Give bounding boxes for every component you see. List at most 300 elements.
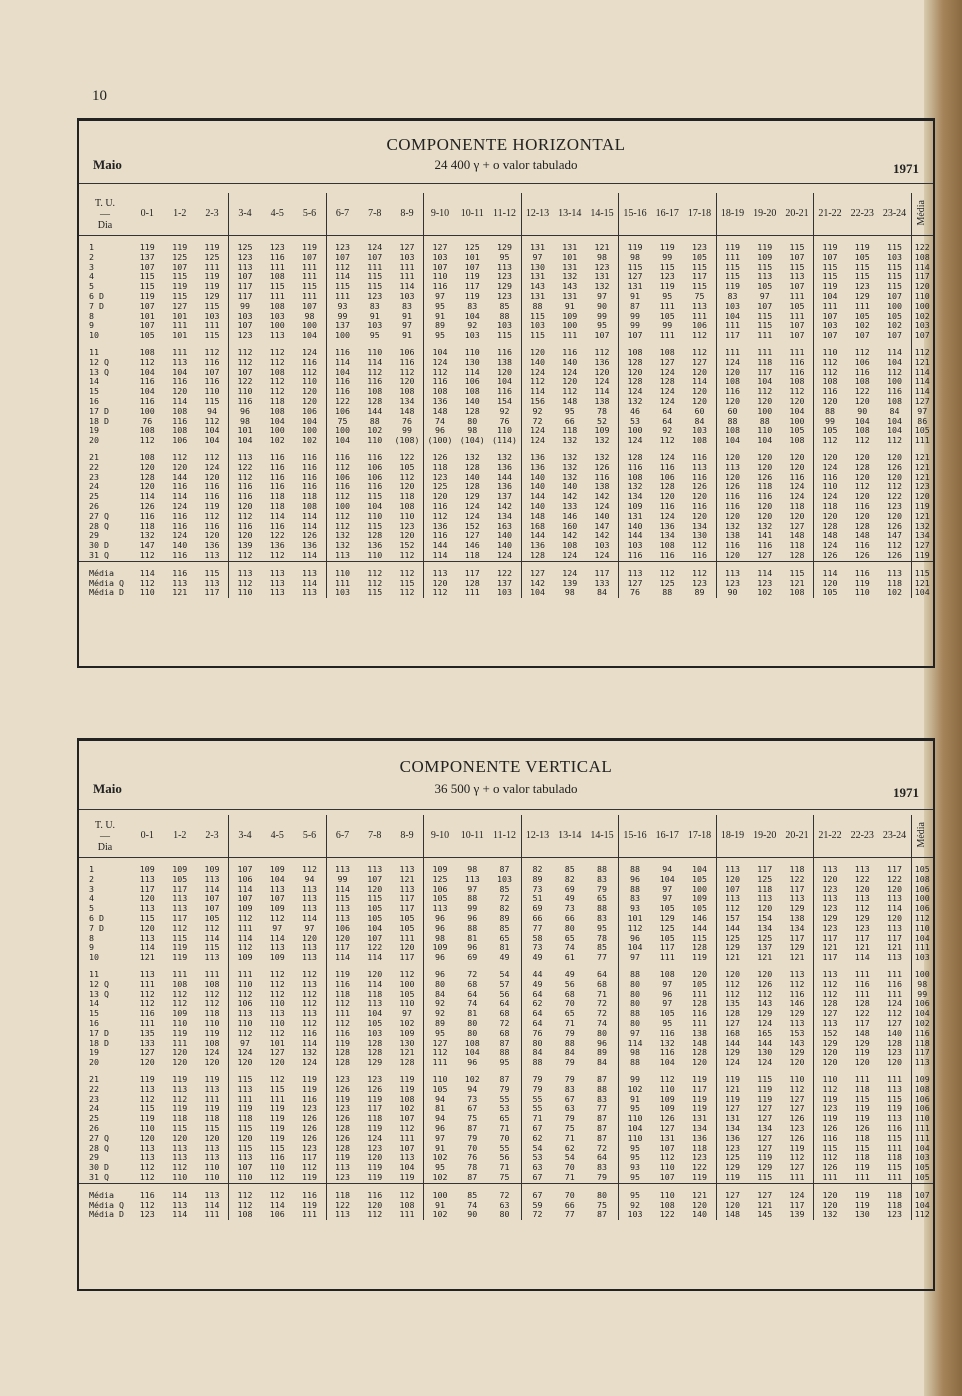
value-cell: 105 [659,932,675,943]
hour-header: 16-17 [651,815,684,858]
value-cell: 103 [627,1209,643,1220]
value-cell: 96 [435,1122,445,1133]
value-cell: 127 [757,1132,773,1143]
value-cell: 108 [196,1039,229,1049]
value-cell: 113 [237,261,253,272]
value-cell: 100 [391,980,424,990]
value-cell: 88 [662,587,673,598]
value-cell: 111 [757,346,773,357]
value-cell: 127 [627,271,643,282]
value-cell: 126 [684,482,717,492]
value-cell: 136 [530,540,545,551]
value-cell: 118 [781,502,814,512]
value-cell: 80 [435,978,445,989]
value-cell: 116 [172,567,188,578]
row-label: Média [89,1189,114,1200]
value-cell: 104 [464,310,480,321]
value-cell: 116 [172,520,188,531]
daily-mean-cell: 117 [914,1047,930,1058]
value-cell: 108 [464,1037,480,1048]
value-cell: 112 [196,999,229,1009]
value-cell: 116 [659,461,675,472]
value-cell: 144 [530,491,545,502]
value-cell: 74 [467,998,478,1009]
table-subtitle: 36 500 γ + o valor tabulado [434,781,578,796]
value-cell: 110 [464,346,480,357]
value-cell: 91 [630,1093,640,1104]
value-cell: 131 [725,1113,740,1124]
daily-mean-cell: 121 [914,356,930,367]
value-cell: 119 [725,242,740,252]
value-cell: 95 [630,1171,640,1182]
value-cell: 112 [139,577,155,588]
value-cell: 69 [532,903,543,914]
value-cell: 114 [432,549,448,560]
value-cell: 131 [530,242,545,252]
value-cell: 95 [630,1142,640,1153]
value-cell: 116 [335,1027,350,1038]
row-label: 14 [89,376,99,387]
value-cell: 115 [879,272,912,282]
value-cell: 111 [335,577,350,588]
value-cell: 107 [627,330,643,341]
value-cell: 123 [684,579,717,589]
value-cell: 98 [435,932,445,943]
value-cell: 110 [237,978,253,989]
value-cell: 117 [294,1153,327,1163]
value-cell: 117 [781,934,814,944]
value-cell: 118 [391,492,424,502]
value-cell: 119 [335,1037,350,1048]
value-cell: 105 [391,990,424,1000]
value-cell: 54 [564,1152,575,1163]
value-cell: 83 [586,1163,619,1173]
value-cell: 112 [269,356,285,367]
value-cell: 113 [139,1142,155,1153]
value-cell: 112 [269,549,285,560]
value-cell: 100 [294,426,327,436]
row-label: 8 [89,932,94,943]
row-label: 13 Q [89,988,109,999]
value-cell: 116 [139,510,155,521]
value-cell: 126 [757,978,773,989]
value-cell: 117 [196,588,229,598]
value-cell: 119 [854,577,870,588]
value-cell: 120 [879,512,912,522]
value-cell: 115 [294,282,327,292]
daily-mean-cell: 103 [914,320,930,331]
value-cell: 88 [630,1008,640,1019]
value-cell: 142 [562,491,578,502]
value-cell: 71 [489,1163,522,1173]
value-cell: 160 [562,520,578,531]
value-cell: 113 [725,461,740,472]
value-cell: 74 [564,942,575,953]
value-cell: 116 [139,395,155,406]
value-cell: 120 [822,395,838,406]
value-cell: 113 [196,551,229,561]
value-cell: 105 [432,1083,448,1094]
value-cell: 115 [269,281,285,292]
value-cell: 112 [822,978,838,989]
value-cell: 118 [879,1153,912,1163]
value-cell: 127 [781,522,814,532]
value-cell: 107 [822,251,838,262]
value-cell: 133 [586,579,619,589]
value-cell: 131 [530,271,545,282]
table-title: COMPONENTE VERTICAL [399,757,613,776]
value-cell: 109 [432,864,448,874]
value-cell: 118 [879,1191,912,1201]
value-cell: 104 [391,1163,424,1173]
value-cell: 119 [725,1093,740,1104]
hour-header: 12-13 [521,815,554,858]
value-cell: 125 [432,873,448,884]
value-cell: 116 [725,540,740,551]
value-cell: 120 [391,943,424,953]
value-cell: 144 [684,924,717,934]
value-cell: 115 [854,1093,870,1104]
value-cell: 116 [269,451,285,462]
value-cell: 51 [532,893,543,904]
value-cell: 116 [879,1124,912,1134]
value-cell: 126 [294,1124,327,1134]
value-cell: 95 [435,1162,445,1173]
value-cell: 112 [659,1152,675,1163]
value-cell: 104 [781,407,814,417]
value-cell: 100 [335,500,350,511]
value-cell: 119 [854,1162,870,1173]
value-cell: 132 [562,461,578,472]
value-cell: 120 [822,1057,838,1068]
value-cell: 124 [432,356,448,367]
value-cell: 96 [435,922,445,933]
value-cell: 112 [269,346,285,357]
value-cell: 120 [725,968,740,979]
value-cell: 112 [530,376,545,387]
value-cell: 120 [586,368,619,378]
value-cell: 116 [367,376,383,387]
value-cell: 113 [139,1083,155,1094]
value-cell: 104 [725,435,740,446]
value-cell: 122 [269,530,285,541]
value-cell: 87 [630,300,640,311]
value-cell: 124 [879,999,912,1009]
value-cell: 140 [627,520,643,531]
daily-mean-cell: 108 [914,873,930,884]
value-cell: 114 [237,883,253,894]
value-cell: 112 [172,1093,188,1104]
row-label: 11 [89,968,99,979]
value-cell: 112 [391,970,424,980]
value-cell: 58 [532,932,543,943]
value-cell: 113 [725,567,740,578]
row-label: 14 [89,998,99,1009]
value-cell: 116 [684,1009,717,1019]
value-cell: 116 [335,451,350,462]
value-cell: 126 [781,1114,814,1124]
value-cell: 73 [564,903,575,914]
value-cell: 97 [532,251,543,262]
value-cell: 120 [269,1057,285,1068]
value-cell: 107 [781,282,814,292]
value-cell: 75 [564,1122,575,1133]
value-cell: 80 [630,978,640,989]
value-cell: 140 [530,500,545,511]
value-cell: 100 [432,1189,448,1200]
value-cell: 93 [630,903,640,914]
value-cell: 123 [854,281,870,292]
value-cell: 128 [627,356,643,367]
value-cell: 44 [532,968,543,979]
value-cell: 111 [684,312,717,322]
value-cell: 116 [489,348,522,358]
hour-header: 11-12 [489,193,522,236]
value-cell: 123 [854,922,870,933]
value-cell: 94 [467,1083,478,1094]
horizontal-component-table-block [77,118,935,668]
value-cell: 67 [564,1093,575,1104]
row-label: 3 [89,261,94,272]
value-cell: 110 [627,1113,643,1124]
value-cell: 132 [586,436,619,446]
value-cell: 90 [467,1209,478,1220]
day-row [79,551,933,561]
value-cell: 117 [586,569,619,579]
value-cell: 120 [196,473,229,483]
value-cell: 115 [139,271,155,282]
value-cell: 108 [237,1209,253,1220]
value-cell: 113 [294,943,327,953]
daily-mean-cell: 112 [914,912,930,923]
value-cell: 124 [627,435,643,446]
value-cell: 120 [139,1057,155,1068]
value-cell: 94 [435,1093,445,1104]
day-row [79,436,933,446]
value-cell: 111 [854,1073,870,1084]
value-cell: 64 [532,1008,543,1019]
value-cell: 74 [467,1199,478,1210]
value-cell: 128 [822,998,838,1009]
value-cell: 132 [586,453,619,463]
value-cell: 136 [725,1132,740,1143]
value-cell: 141 [757,530,773,541]
value-cell: 112 [586,348,619,358]
tu-dia-header [79,815,131,858]
value-cell: 132 [464,451,480,462]
value-cell: 120 [822,510,838,521]
value-cell: 120 [684,492,717,502]
value-cell: 108 [172,978,188,989]
value-cell: 110 [237,1017,253,1028]
hour-header: 4-5 [261,815,294,858]
value-cell: 91 [564,300,575,311]
value-cell: 102 [269,435,285,446]
value-cell: 105 [391,914,424,924]
value-cell: 113 [294,904,327,914]
value-cell: 128 [367,530,383,541]
value-cell: 126 [659,1113,675,1124]
value-cell: 117 [172,912,188,923]
value-cell: 120 [879,1058,912,1068]
value-cell: 124 [822,491,838,502]
value-cell: 126 [335,1083,350,1094]
value-cell: 136 [530,461,545,472]
value-cell: 153 [781,1029,814,1039]
value-cell: 62 [532,998,543,1009]
value-cell: 75 [489,1173,522,1183]
value-cell: 113 [172,577,188,588]
value-cell: 62 [564,1142,575,1153]
value-cell: 100 [627,425,643,436]
value-cell: 67 [532,1122,543,1133]
row-label: 17 D [89,405,109,416]
value-cell: 107 [659,1171,675,1182]
value-cell: 116 [269,520,285,531]
daily-mean-cell: 110 [914,290,930,301]
value-cell: 115 [781,243,814,253]
value-cell: 106 [335,405,350,416]
value-cell: 112 [822,366,838,377]
hour-header: 5-6 [294,815,327,858]
value-cell: 118 [781,541,814,551]
value-cell: 113 [854,864,870,874]
header-rule [79,183,933,184]
value-cell: 112 [391,588,424,598]
value-cell: 106 [172,435,188,446]
hour-header: 17-18 [684,815,717,858]
value-cell: 118 [562,425,578,436]
value-cell: 116 [294,1029,327,1039]
value-cell: 113 [172,1152,188,1163]
value-cell: 84 [564,1047,575,1058]
value-cell: 142 [489,502,522,512]
value-cell: 76 [467,1152,478,1163]
value-cell: 111 [294,292,327,302]
value-cell: 107 [781,253,814,263]
value-cell: 119 [725,281,740,292]
row-label: Média [89,567,114,578]
value-cell: 116 [269,481,285,492]
value-cell: 122 [854,386,870,397]
value-cell: 120 [725,549,740,560]
value-cell: 94 [435,1113,445,1124]
value-cell: 137 [489,492,522,502]
value-cell: 112 [196,512,229,522]
row-label: Média Q [89,1199,124,1210]
value-cell: 119 [725,1171,740,1182]
value-cell: 112 [335,520,350,531]
value-cell: 123 [367,1142,383,1153]
value-cell: 114 [172,395,188,406]
value-cell: 113 [172,1083,188,1094]
row-label: 7 D [89,922,104,933]
value-cell: 132 [627,481,643,492]
value-cell: 144 [757,1037,773,1048]
value-cell: 131 [627,281,643,292]
value-cell: 97 [435,290,445,301]
value-cell: 55 [489,1144,522,1154]
daily-mean-cell: 127 [914,540,930,551]
value-cell: 112 [139,1093,155,1104]
value-cell: 123 [725,1142,740,1153]
value-cell: 54 [532,1142,543,1153]
row-label: 1 [89,864,94,874]
value-cell: 120 [196,1058,229,1068]
value-cell: 73 [467,1093,478,1104]
value-cell: 115 [757,261,773,272]
value-cell: 104 [294,331,327,341]
value-cell: 72 [586,1009,619,1019]
hour-header: 12-13 [521,193,554,236]
value-cell: 113 [822,864,838,874]
value-cell: 116 [237,395,253,406]
value-cell: 115 [879,282,912,292]
value-cell: 119 [464,271,480,282]
value-cell: 105 [659,903,675,914]
value-cell: 107 [294,302,327,312]
value-cell: 101 [269,1037,285,1048]
value-cell: 99 [337,873,348,884]
value-cell: 125 [659,577,675,588]
value-cell: 126 [854,549,870,560]
value-cell: 66 [564,415,575,426]
value-cell: 113 [391,885,424,895]
daily-mean-cell: 122 [914,242,930,252]
header-rule [79,809,933,810]
row-label: 11 [89,346,99,357]
value-cell: 91 [369,310,380,321]
row-label: 12 Q [89,356,109,367]
value-cell: 116 [139,1008,155,1019]
value-cell: 114 [464,366,480,377]
value-cell: 148 [562,395,578,406]
value-cell: 129 [489,282,522,292]
value-cell: 114 [294,512,327,522]
value-cell: 137 [335,320,350,331]
value-cell: 103 [269,310,285,321]
value-cell: 80 [630,988,640,999]
value-cell: 115 [335,893,350,904]
value-cell: 124 [586,502,619,512]
value-cell: 83 [630,893,640,904]
row-label: 6 D [89,290,104,301]
value-cell: 98 [467,864,478,874]
value-cell: 114 [879,348,912,358]
value-cell: 112 [269,1073,285,1084]
daily-mean-cell: 100 [914,300,930,311]
value-cell: 113 [172,1199,188,1210]
value-cell: 129 [757,1162,773,1173]
value-cell: 146 [781,999,814,1009]
value-cell: 126 [854,1122,870,1133]
value-cell: 123 [294,1104,327,1114]
value-cell: 125 [659,922,675,933]
value-cell: 110 [822,346,838,357]
value-cell: 116 [172,549,188,560]
value-cell: 85 [467,1189,478,1200]
value-cell: 132 [335,540,350,551]
value-cell: 111 [854,968,870,979]
value-cell: 131 [586,272,619,282]
value-cell: 128 [627,451,643,462]
value-cell: 104 [367,1008,383,1019]
value-cell: 108 [391,387,424,397]
value-cell: 143 [562,281,578,292]
value-cell: 75 [586,1201,619,1211]
value-cell: 101 [464,251,480,262]
value-cell: 87 [586,1134,619,1144]
